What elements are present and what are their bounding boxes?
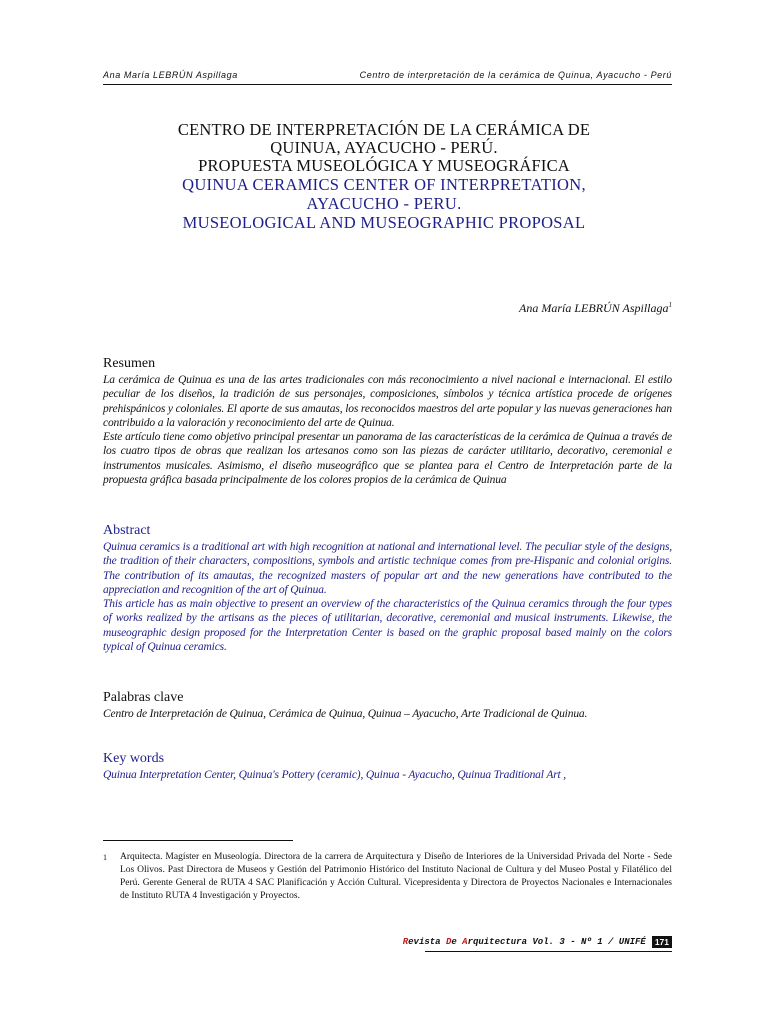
key-words-text: Quinua Interpretation Center, Quinua's Pottery (ceramic), Quinua - Ayacucho, Quinua Traditional Art , — [103, 769, 567, 781]
resumen-heading: Resumen — [103, 356, 156, 371]
title-en-line-1: QUINUA CERAMICS CENTER OF INTERPRETATION, — [182, 175, 586, 194]
abstract-paragraph-1: Quinua ceramics is a traditional art with high recognition at national and international level. The peculiar style of the designs, the tradition of their characters, compositions, symbols and artistic technique comes from pre-Hispanic and colonial origins. The contribution of its amautas, the recognized masters of popular art and the new generations have contributed to the appreciation and recognition of the art of Quinua. — [103, 541, 672, 596]
abstract-heading: Abstract — [103, 523, 151, 538]
footnote — [103, 851, 672, 903]
journal-volume-info: rquitectura Vol. 3 - Nº 1 / UNIFÉ — [467, 937, 646, 947]
author-line — [519, 301, 672, 316]
palabras-clave-text: Centro de Interpretación de Quinua, Cerámica de Quinua, Quinua – Ayacucho, Arte Tradicional de Quinua. — [103, 708, 588, 720]
title-en-line-2: AYACUCHO - PERU. — [306, 194, 462, 213]
page-number: 171 — [652, 936, 672, 948]
journal-word-evista: evista — [408, 937, 446, 947]
footnote-text: Arquitecta. Magíster en Museología. Directora de la carrera de Arquitectura y Diseño de Interiores de la Universidad Privada del Norte - Sede Los Olivos. Past Directora de Museos y Gestión del Patrimonio Histórico del Instituto Nacional de Cultura y del Museo Postal y Filatélico del Perú. Gerente General de RUTA 4 SAC Planificación y Acción Cultural. Vicepresidenta y Directora de Proyectos Nacionales e Internacionales de Instituto RUTA 4 Investigación y Proyectos. — [120, 852, 672, 901]
journal-name — [403, 937, 646, 947]
header-rule — [103, 84, 672, 85]
resumen-section — [103, 356, 672, 487]
journal-initial-r: R — [402, 937, 409, 947]
running-head — [103, 70, 672, 80]
journal-initial-d: D — [445, 937, 452, 947]
journal-initial-a: A — [462, 937, 468, 947]
title-english — [100, 175, 668, 232]
resumen-paragraph-2: Este artículo tiene como objetivo principal presentar un panorama de las características de la cerámica de Quinua a través de los cuatro tipos de obras que realizan los artesanos como son las piezas de carácter utilitario, decorativo, ceremonial e instrumentos musicales. Asimismo, el diseño museográfico que se plantea para el Centro de Interpretación parte de la propuesta gráfica basada principalmente de los colores propios de la cerámica de Quinua — [103, 431, 672, 487]
running-head-author: Ana María LEBRÚN Aspillaga — [103, 70, 238, 80]
title-es-line-3: PROPUESTA MUSEOLÓGICA Y MUSEOGRÁFICA — [198, 156, 570, 175]
title-block — [100, 121, 668, 232]
footer-rule — [425, 951, 672, 952]
abstract-paragraph-2: This article has as main objective to present an overview of the characteristics of the Quinua ceramics through the four types of works realized by the artisans as the pieces of utilitarian, decorative, ceremonial and musical instruments. Likewise, the museographic design proposed for the Interpretation Center is based on the graphic proposal based mainly on the colors typical of Quinua ceramics. — [103, 598, 672, 654]
footnote-number: 1 — [103, 853, 107, 862]
palabras-clave-section — [103, 690, 672, 721]
resumen-paragraph-1: La cerámica de Quinua es una de las artes tradicionales con más reconocimiento a nivel nacional e internacional. El estilo peculiar de los diseños, la tradición de sus personajes, composiciones, símbolos y técnica artística procede de orígenes prehispánicos y coloniales. El aporte de sus amautas, los reconocidos maestros del arte popular y las nuevas generaciones han contribuido a la valoración y reconocimiento del arte de Quinua. — [103, 374, 672, 429]
running-head-title: Centro de interpretación de la cerámica de Quinua, Ayacucho - Perú — [359, 70, 672, 80]
journal-word-e: e — [451, 937, 463, 947]
title-es-line-2: QUINUA, AYACUCHO - PERÚ. — [270, 138, 498, 157]
footnote-rule — [103, 840, 293, 841]
author-name: Ana María LEBRÚN Aspillaga — [519, 301, 669, 315]
key-words-section — [103, 751, 672, 782]
palabras-clave-heading: Palabras clave — [103, 690, 184, 705]
abstract-section — [103, 523, 672, 654]
page-footer — [403, 936, 672, 948]
key-words-heading: Key words — [103, 751, 165, 766]
title-es-line-1: CENTRO DE INTERPRETACIÓN DE LA CERÁMICA DE — [177, 120, 591, 139]
title-spanish — [100, 121, 668, 175]
title-en-line-3: MUSEOLOGICAL AND MUSEOGRAPHIC PROPOSAL — [182, 213, 586, 232]
author-footnote-mark[interactable]: 1 — [668, 301, 672, 309]
